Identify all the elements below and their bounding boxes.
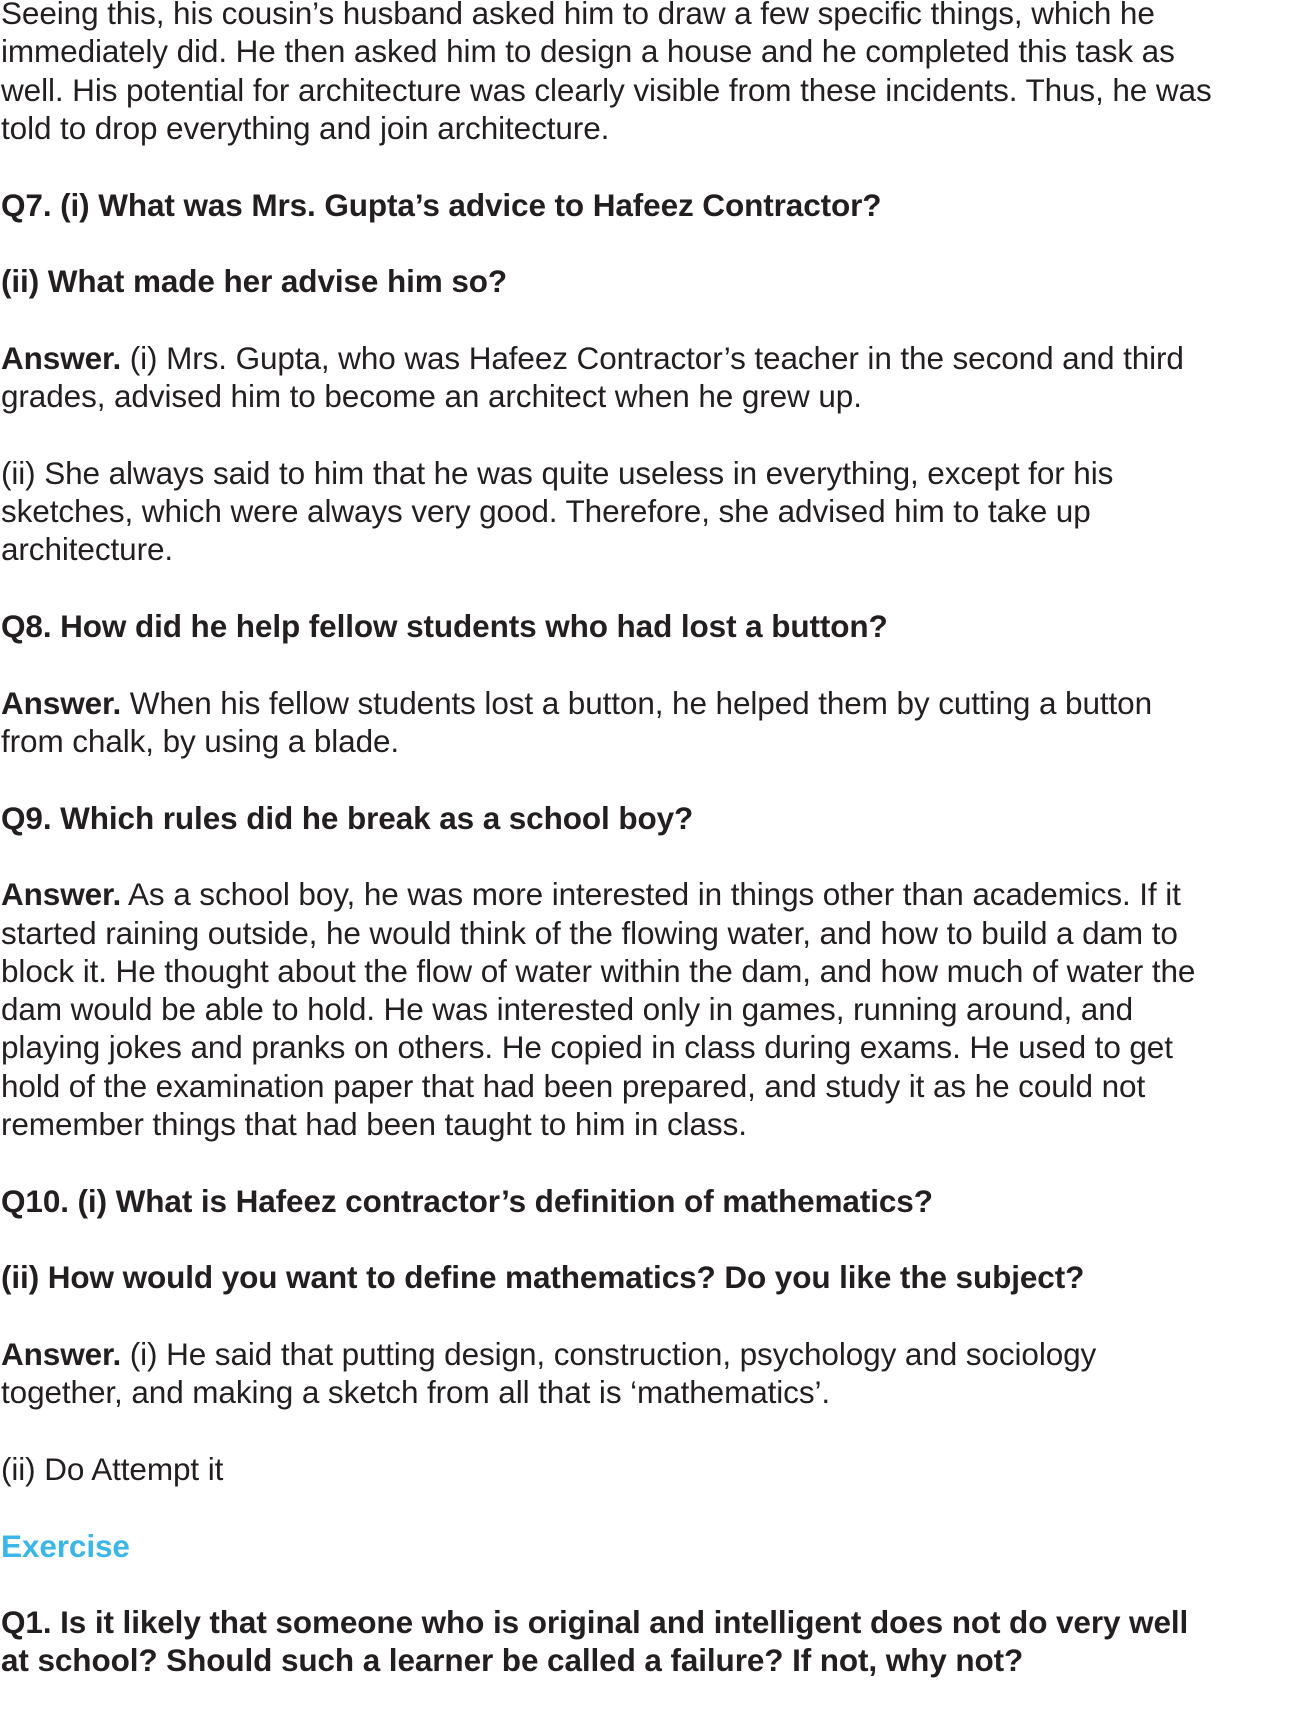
text-line: [1, 262, 1289, 300]
text-line: [1, 454, 1289, 492]
text-line: [1, 0, 1289, 32]
line-text: (i) He said that putting design, construction, psychology and sociology: [121, 1335, 1097, 1372]
line-text: hold of the examination paper that had been prepared, and study it as he could not: [1, 1067, 1146, 1104]
text-line: [1, 875, 1289, 913]
line-text: at school? Should such a learner be called a failure? If not, why not?: [1, 1642, 1024, 1679]
line-text: Q9. Which rules did he break as a school boy?: [1, 799, 694, 836]
question-block: [1, 607, 1289, 645]
text-line: [1, 1641, 1289, 1679]
text-line: [1, 990, 1289, 1028]
line-text: well. His potential for architecture was clearly visible from these incidents. Thus, he was: [1, 71, 1212, 108]
text-line: [1, 607, 1289, 645]
line-text: (ii) Do Attempt it: [1, 1450, 224, 1487]
line-text: Q10. (i) What is Hafeez contractor’s definition of mathematics?: [1, 1182, 933, 1219]
document-page: [1, 0, 1289, 1718]
answer-block: [1, 684, 1289, 761]
line-text: (i) Mrs. Gupta, who was Hafeez Contractor’s teacher in the second and third: [121, 339, 1184, 376]
text-line: [1, 722, 1289, 760]
question-block: [1, 186, 1289, 224]
line-text: playing jokes and pranks on others. He copied in class during exams. He used to get: [1, 1029, 1173, 1066]
text-line: [1, 1258, 1289, 1296]
text-line: [1, 1335, 1289, 1373]
text-line: [1, 1067, 1289, 1105]
answer-block: [1, 875, 1289, 1143]
text-line: [1, 530, 1289, 568]
text-line: [1, 1603, 1289, 1641]
text-line: [1, 109, 1289, 147]
text-line: [1, 1105, 1289, 1143]
answer-block: [1, 1335, 1289, 1412]
section-heading: [1, 1527, 1289, 1565]
line-text: started raining outside, he would think of the flowing water, and how to build a dam to: [1, 914, 1178, 951]
line-text: from chalk, by using a blade.: [1, 722, 400, 759]
text-line: [1, 684, 1289, 722]
text-line: [1, 1182, 1289, 1220]
line-text: block it. He thought about the flow of water within the dam, and how much of water the: [1, 952, 1196, 989]
line-text: remember things that had been taught to him in class.: [1, 1106, 747, 1143]
line-text: (ii) What made her advise him so?: [1, 263, 508, 300]
line-text: When his fellow students lost a button, he helped them by cutting a button: [121, 684, 1153, 721]
question-block: [1, 262, 1289, 300]
paragraph: [1, 1450, 1289, 1488]
text-line: [1, 1450, 1289, 1488]
line-text: architecture.: [1, 531, 174, 568]
text-line: [1, 492, 1289, 530]
text-line: [1, 71, 1289, 109]
answer-label: Answer.: [1, 684, 122, 721]
line-text: sketches, which were always very good. Therefore, she advised him to take up: [1, 493, 1091, 530]
text-line: [1, 377, 1289, 415]
text-line: [1, 952, 1289, 990]
line-text: (ii) She always said to him that he was quite useless in everything, except for his: [1, 454, 1114, 491]
line-text: together, and making a sketch from all that is ‘mathematics’.: [1, 1374, 831, 1411]
paragraph: [1, 454, 1289, 569]
question-block: [1, 1603, 1289, 1680]
question-block: [1, 1258, 1289, 1296]
question-block: [1, 799, 1289, 837]
answer-label: Answer.: [1, 1335, 122, 1372]
text-line: [1, 186, 1289, 224]
question-block: [1, 1182, 1289, 1220]
line-text: Exercise: [1, 1527, 130, 1564]
line-text: dam would be able to hold. He was interested only in games, running around, and: [1, 991, 1134, 1028]
line-text: Q8. How did he help fellow students who had lost a button?: [1, 608, 888, 644]
text-line: [1, 339, 1289, 377]
line-text: Q7. (i) What was Mrs. Gupta’s advice to Hafeez Contractor?: [1, 186, 882, 223]
text-line: [1, 1028, 1289, 1066]
answer-block: [1, 339, 1289, 416]
text-line: [1, 32, 1289, 70]
line-text: As a school boy, he was more interested in things other than academics. If it: [121, 876, 1181, 913]
answer-label: Answer.: [1, 339, 122, 376]
answer-label: Answer.: [1, 876, 122, 913]
text-line: [1, 1373, 1289, 1411]
text-line: [1, 799, 1289, 837]
text-line: [1, 914, 1289, 952]
line-text: (ii) How would you want to define mathematics? Do you like the subject?: [1, 1259, 1085, 1296]
text-line: [1, 1527, 1289, 1565]
line-text: told to drop everything and join architecture.: [1, 109, 610, 146]
paragraph: [1, 0, 1289, 147]
line-text: Q1. Is it likely that someone who is original and intelligent does not do very well: [1, 1604, 1189, 1641]
line-text: grades, advised him to become an architect when he grew up.: [1, 378, 862, 415]
line-text: immediately did. He then asked him to design a house and he completed this task as: [1, 33, 1175, 70]
line-text: Seeing this, his cousin’s husband asked him to draw a few specific things, which he: [1, 0, 1155, 31]
